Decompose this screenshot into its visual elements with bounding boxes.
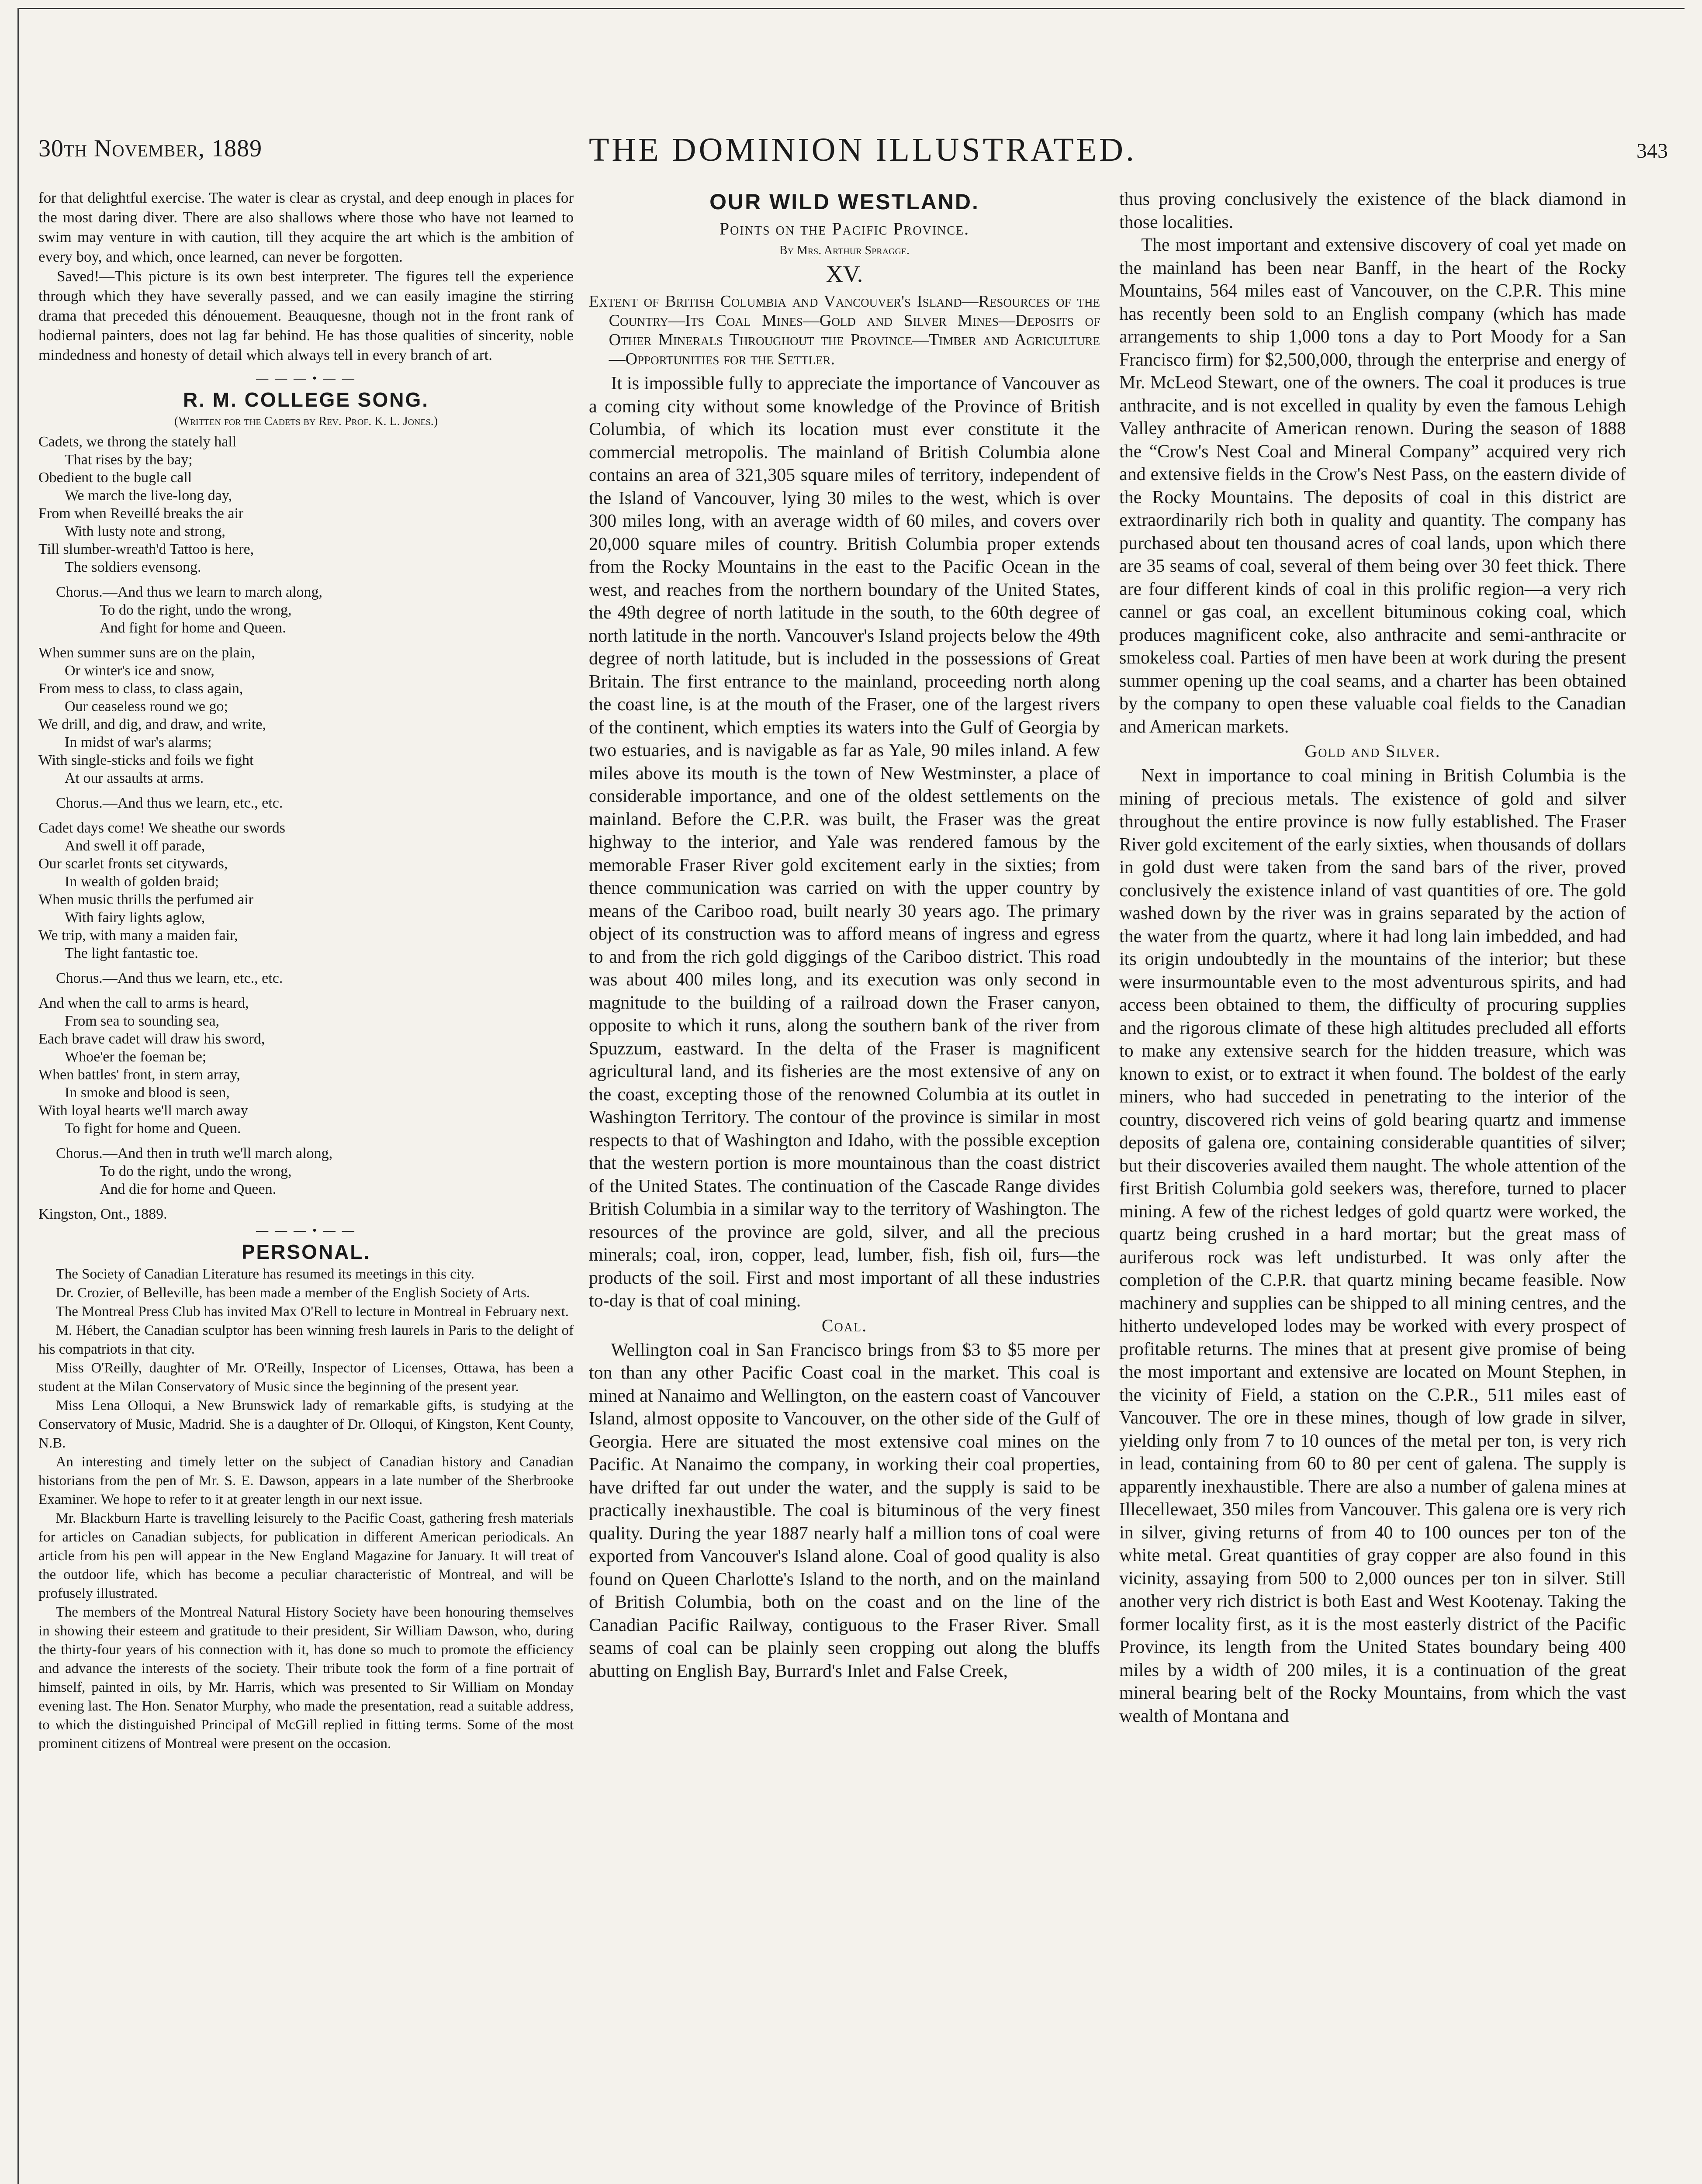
article-paragraph: thus proving conclusively the existence of the black diamond in those localities. bbox=[1119, 189, 1626, 232]
song-line: When summer suns are on the plain, bbox=[38, 645, 255, 661]
song-line: From sea to sounding sea, bbox=[65, 1013, 220, 1029]
personal-item: Mr. Blackburn Harte is travelling leisurely to the Pacific Coast, gathering fresh materials for articles on Canadian subjects, for publication in different American periodicals. An article from his pen will appear in the New England Magazine for January. It will treat of the outdoor life, which has become a peculiar characteristic of Montreal, and will be profusely illustrated. bbox=[38, 1510, 574, 1601]
song-line: Each brave cadet will draw his sword, bbox=[38, 1031, 265, 1047]
song-line: And swell it off parade, bbox=[65, 838, 205, 854]
song-verses bbox=[38, 433, 574, 1223]
song-line: Our ceaseless round we go; bbox=[65, 698, 228, 715]
column-2 bbox=[589, 188, 1100, 1683]
coal-heading: Coal. bbox=[821, 1315, 868, 1335]
article-paragraph: Wellington coal in San Francisco brings from $3 to $5 more per ton than any other Pacific Coast coal in the market. This coal is mined at Nanaimo and Wellington, on the eastern coast of Vancouver Island, almost opposite to Vancouver, on the other side of the Gulf of Georgia. Here are situated the most extensive coal mines on the Pacific. At Nanaimo the company, in working their coal properties, have drifted far out under the water, and the supply is said to be practically inexhaustible. The coal is bituminous of the very finest quality. During the year 1887 nearly half a million tons of coal were exported from Vancouver's Island alone. Coal of good quality is also found on Queen Charlotte's Island to the north, and on the mainland of British Columbia, both on the coast and on the line of the Canadian Pacific Railway, contiguous to the Fraser River. Small seams of coal can be plainly seen cropping out along the bluffs abutting on English Bay, Burrard's Inlet and False Creek, bbox=[589, 1340, 1100, 1681]
song-line: Chorus.—And thus we learn, etc., etc. bbox=[56, 795, 283, 811]
song-line: We march the live-long day, bbox=[65, 487, 232, 504]
song-line: Chorus.—And then in truth we'll march along, bbox=[56, 1145, 333, 1161]
song-line: Till slumber-wreath'd Tattoo is here, bbox=[38, 541, 254, 557]
song-line: To do the right, undo the wrong, bbox=[100, 602, 292, 618]
article-synopsis: Extent of British Columbia and Vancouver's Island—Resources of the Country—Its Coal Mines—Gold and Silver Mines—Deposits of Other Minerals Throughout the Province—Timber and Agriculture—Opportunities for the Settler. bbox=[589, 292, 1100, 368]
song-line: In smoke and blood is seen, bbox=[65, 1085, 230, 1101]
song-stanza bbox=[38, 583, 574, 637]
song-line: With lusty note and strong, bbox=[65, 523, 225, 539]
song-line: And die for home and Queen. bbox=[100, 1181, 277, 1197]
song-title: R. M. COLLEGE SONG. bbox=[183, 388, 429, 411]
song-line: We drill, and dig, and draw, and write, bbox=[38, 716, 266, 733]
song-line: To fight for home and Queen. bbox=[65, 1120, 241, 1137]
song-line: From when Reveillé breaks the air bbox=[38, 505, 244, 522]
song-line: With fairy lights aglow, bbox=[65, 909, 205, 926]
song-line: From mess to class, to class again, bbox=[38, 681, 243, 697]
song-line: When music thrills the perfumed air bbox=[38, 892, 253, 908]
song-stanza bbox=[38, 644, 574, 787]
song-stanza bbox=[38, 794, 574, 812]
article-paragraph: It is impossible fully to appreciate the importance of Vancouver as a coming city without some knowledge of the Province of British Columbia, of which its location must ever constitute it the commercial metropolis. The mainland of British Columbia alone contains an area of 321,305 square miles of territory, independent of the Island of Vancouver, lying 30 miles to the west, which is over 300 miles long, with an average width of 60 miles, and covers over 20,000 square miles of country. British Columbia proper extends from the Rocky Mountains in the east to the Pacific Ocean in the west, and reaches from the northern boundary of the United States, the 49th degree of north latitude in the south, to the 60th degree of north latitude in the north. Vancouver's Island projects below the 49th degree of north latitude, but is included in the possessions of Great Britain. The first entrance to the mainland, proceeding north along the coast line, is at the mouth of the Fraser, one of the largest rivers of the continent, which empties its waters into the Gulf of Georgia by two estuaries, and is navigable as far as Yale, 90 miles inland. A few miles above its mouth is the town of New Westminster, a place of considerable importance, and one of the oldest settlements on the mainland. Before the C.P.R. was built, the Fraser was the great highway to the interior, and Yale was rendered famous by the memorable Fraser River gold excitement early in the sixties; from thence communication was carried on with the upper country by means of the Cariboo road, built nearly 30 years ago. The primary object of its construction was to afford means of ingress and egress to and from the rich gold diggings of the Cariboo district. This road was about 400 miles long, and its execution was only second in magnitude to the building of a railroad down the Fraser canyon, opposite to which it runs, along the southern bank of the river from Spuzzum, eastward. In the delta of the Fraser is magnificent agricultural land, and its fisheries are the most extensive of any on the coast, excepting those of the renowned Columbia at its outlet in Washington Territory. The contour of the province is similar in most respects to that of Washington and Idaho, with the possible exception that the western portion is more mountainous than the coast district of the United States. The continuation of the Cascade Range divides British Columbia in a similar way to the territory of Washington. The resources of the province are gold, silver, and all the precious minerals; coal, iron, copper, lead, lumber, fish, fish oil, furs—the products of the soil. First and most important of all these industries to-day is that of coal mining. bbox=[589, 373, 1100, 1311]
article-subtitle: Points on the Pacific Province. bbox=[719, 219, 970, 238]
issue-date: 30th November, 1889 bbox=[38, 135, 263, 162]
article-number: XV. bbox=[826, 261, 863, 287]
song-credit: (Written for the Cadets by Rev. Prof. K. L. Jones.) bbox=[174, 415, 438, 428]
personal-item: M. Hébert, the Canadian sculptor has been winning fresh laurels in Paris to the delight of his compatriots in that city. bbox=[38, 1323, 574, 1357]
personal-item: The Montreal Press Club has invited Max O'Rell to lecture in Montreal in February next. bbox=[55, 1304, 569, 1320]
song-stanza bbox=[38, 819, 574, 962]
intro-paragraph: Saved!—This picture is its own best interpreter. The figures tell the experience through which they have severally passed, and we can easily imagine the stirring drama that preceded this dénouement. Beauquesne, though not in the front rank of hodiernal painters, does not lag far behind. He has those qualities of sincerity, noble mindedness and honesty of detail which always tell in every branch of art. bbox=[38, 268, 574, 363]
song-line: With loyal hearts we'll march away bbox=[38, 1102, 248, 1119]
song-line: In wealth of golden braid; bbox=[65, 874, 219, 890]
song-line: When battles' front, in stern array, bbox=[38, 1067, 240, 1083]
personal-item: The members of the Montreal Natural History Society have been honouring themselves in showing their esteem and gratitude to their president, Sir William Dawson, who, during the thirty-four years of his connection with it, has done so much to promote the efficiency and advance the interests of the society. Their tribute took the form of a fine portrait of himself, painted in oils, by Mr. Harris, which was presented to Sir William on Monday evening last. The Hon. Senator Murphy, who made the presentation, read a suitable address, to which the distinguished Principal of McGill replied in fitting terms. Some of the most prominent citizens of Montreal were present on the occasion. bbox=[38, 1604, 574, 1752]
song-signature: Kingston, Ont., 1889. bbox=[38, 1206, 167, 1222]
publication-title: THE DOMINION ILLUSTRATED. bbox=[589, 131, 1137, 168]
left-border-rule bbox=[17, 8, 19, 2184]
top-border-rule bbox=[17, 8, 1685, 9]
song-line: The soldiers evensong. bbox=[65, 559, 201, 575]
column-1 bbox=[38, 188, 574, 1753]
personal-item: The Society of Canadian Literature has resumed its meetings in this city. bbox=[55, 1266, 474, 1282]
song-line: Whoe'er the foeman be; bbox=[65, 1049, 207, 1065]
personal-title: PERSONAL. bbox=[241, 1241, 371, 1263]
song-line: And fight for home and Queen. bbox=[100, 620, 286, 636]
song-line: Cadet days come! We sheathe our swords bbox=[38, 820, 286, 836]
gold-silver-heading: Gold and Silver. bbox=[1304, 741, 1441, 761]
song-line: In midst of war's alarms; bbox=[65, 734, 212, 750]
song-line: Cadets, we throng the stately hall bbox=[38, 434, 237, 450]
song-line: Chorus.—And thus we learn, etc., etc. bbox=[56, 970, 283, 986]
masthead bbox=[38, 131, 1672, 166]
personal-item: Miss Lena Olloqui, a New Brunswick lady of remarkable gifts, is studying at the Conservatory of Music, Madrid. She is a daughter of Dr. Olloqui, of Kingston, Kent County, N.B. bbox=[38, 1398, 574, 1451]
song-line: Chorus.—And thus we learn to march along, bbox=[56, 584, 322, 600]
personal-item: An interesting and timely letter on the subject of Canadian history and Canadian historians from the pen of Mr. S. E. Dawson, appears in a late number of the Sherbrooke Examiner. We hope to refer to it at greater length in our next issue. bbox=[38, 1454, 574, 1507]
song-stanza bbox=[38, 994, 574, 1137]
section-divider: — — — • — — bbox=[256, 1224, 356, 1237]
song-stanza bbox=[38, 969, 574, 987]
song-line: To do the right, undo the wrong, bbox=[100, 1163, 292, 1179]
song-line: Or winter's ice and snow, bbox=[65, 663, 214, 679]
song-line: Obedient to the bugle call bbox=[38, 470, 192, 486]
column-3 bbox=[1119, 188, 1626, 1728]
song-stanza bbox=[38, 433, 574, 576]
song-line: Our scarlet fronts set citywards, bbox=[38, 856, 228, 872]
personal-item: Dr. Crozier, of Belleville, has been made a member of the English Society of Arts. bbox=[55, 1285, 530, 1301]
song-line: We trip, with many a maiden fair, bbox=[38, 927, 238, 943]
article-paragraph: The most important and extensive discovery of coal yet made on the mainland has been near Banff, in the heart of the Rocky Mountains, 564 miles east of Vancouver, on the C.P.R. This mine has recently been sold to an English company (which has made arrangements to ship 1,000 tons a day to Port Moody for a San Francisco firm) for $2,500,000, through the enterprise and energy of Mr. McLeod Stewart, one of the owners. The coal it produces is true anthracite, and is not excelled in quality by even the famous Lehigh Valley anthracite of American renown. During the season of 1888 the “Crow's Nest Coal and Mineral Company” acquired very rich and extensive fields in the Crow's Nest Pass, on the eastern divide of the Rocky Mountains. The deposits of coal in this district are extraordinarily rich both in quality and quantity. The company has purchased about ten thousand acres of coal lands, upon which there are 35 seams of coal, several of them being over 30 feet thick. There are four different kinds of coal in this prolific region—a very rich cannel or gas coal, an excellent bituminous coking coal, which produces magnificent coke, also anthracite and semi-anthracite or smokeless coal. Parties of men have been at work during the present summer opening up the coal seams, and a charter has been obtained by the company to open these valuable coal fields to the Canadian and American markets. bbox=[1119, 235, 1626, 737]
section-divider: — — — • — — bbox=[256, 372, 356, 385]
song-line: At our assaults at arms. bbox=[65, 770, 204, 786]
article-byline: By Mrs. Arthur Spragge. bbox=[779, 244, 910, 257]
page-number: 343 bbox=[1636, 139, 1668, 162]
intro-paragraph: for that delightful exercise. The water is clear as crystal, and deep enough in places for the most daring diver. There are also shallows where those who have not learned to swim may venture in with caution, till they acquire the art which is the ambition of every boy, and which, once learned, can never be forgotten. bbox=[38, 189, 574, 265]
personal-items bbox=[38, 1265, 574, 1753]
article-paragraph: Next in importance to coal mining in British Columbia is the mining of precious metals. The existence of gold and silver throughout the entire province is now fully established. The Fraser River gold excitement of the early sixties, when thousands of dollars in gold dust were taken from the sand bars of the river, proved conclusively the existence inland of vast quantities of ore. The gold washed down by the river was in grains separated by the action of the water from the quartz, where it had long lain imbedded, and had its origin undoubtedly in the mountains of the interior; but these were insurmountable even to the most adventurous spirits, and had access been obtained to them, the difficulty of procuring supplies and the rigorous climate of these high altitudes precluded all efforts to make any extensive search for the hidden treasure, which was known to exist, or to extract it when found. The boldest of the early miners, who had succeded in penetrating to the interior of the country, discovered rich veins of gold bearing quartz and immense deposits of galena ore, containing considerable quantities of silver; but their discoveries availed them naught. The whole attention of the first British Columbia gold seekers was, therefore, turned to placer mining. A few of the richest ledges of gold quartz were worked, the quartz being crushed in a hard mortar; but the great mass of auriferous rock was left undisturbed. It was only after the completion of the C.P.R. that quartz mining became feasible. Now machinery and supplies can be shipped to all mining centres, and the hitherto undeveloped lodes may be worked with every prospect of profitable returns. The mines that at present give promise of being the most important and extensive are located on Mount Stephen, in the vicinity of Field, a station on the C.P.R., 511 miles east of Vancouver. The ore in these mines, though of low grade in silver, yielding only from 7 to 10 ounces of the metal per ton, is very rich in lead, containing from 60 to 80 per cent of galena. The supply is apparently inexhaustible. There are also a number of galena mines at Illecellewaet, 350 miles from Vancouver. This galena ore is very rich in silver, giving returns of from 40 to 100 ounces per ton of the white metal. Great quantities of gray copper are also found in this vicinity, assaying from 500 to 2,000 ounces per ton in silver. Still another very rich district is both East and West Kootenay. Taking the former locality first, as it is the most easterly district of the Pacific Province, its length from the United States boundary being 400 miles by a width of 200 miles, it is a continuation of the great mineral bearing belt of the Rocky Mountains, from which the vast wealth of Montana and bbox=[1119, 766, 1626, 1726]
personal-item: Miss O'Reilly, daughter of Mr. O'Reilly, Inspector of Licenses, Ottawa, has been a student at the Milan Conservatory of Music since the beginning of the present year. bbox=[38, 1360, 574, 1395]
article-title: OUR WILD WESTLAND. bbox=[709, 190, 979, 214]
song-line: That rises by the bay; bbox=[65, 452, 193, 468]
song-line: With single-sticks and foils we fight bbox=[38, 752, 254, 768]
song-line: And when the call to arms is heard, bbox=[38, 995, 249, 1011]
song-line: The light fantastic toe. bbox=[65, 945, 198, 961]
song-stanza bbox=[38, 1144, 574, 1198]
